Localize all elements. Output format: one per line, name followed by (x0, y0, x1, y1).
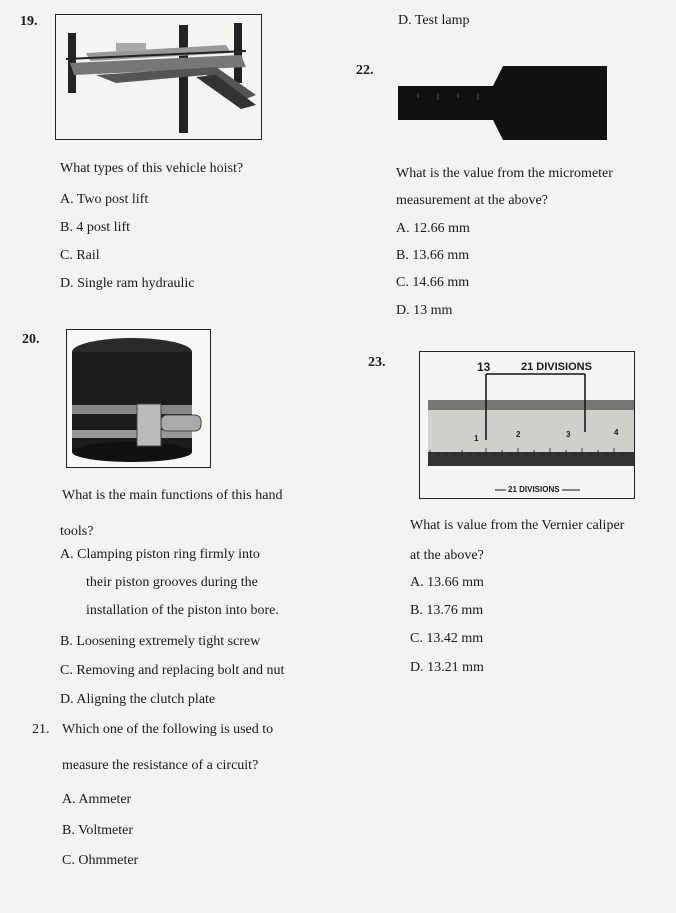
q19-question: What types of this vehicle hoist? (60, 161, 244, 176)
q22-option-b: B. 13.66 mm (396, 248, 470, 263)
q23-question-line2: at the above? (410, 548, 484, 563)
q20-number: 20. (22, 332, 40, 347)
vernier-main-label: 13 (477, 360, 491, 374)
vehicle-hoist-image (56, 15, 261, 139)
q22-option-d: D. 13 mm (396, 303, 453, 318)
q23-question-line1: What is value from the Vernier caliper (410, 518, 625, 533)
q20-option-a-line1: A. Clamping piston ring firmly into (60, 547, 260, 562)
piston-ring-compressor-figure (66, 329, 211, 468)
micrometer-figure (398, 66, 607, 140)
q22-number: 22. (356, 63, 374, 78)
q19-option-c: C. Rail (60, 248, 100, 263)
vernier-divisions-top-label: 21 DIVISIONS (521, 361, 592, 373)
q20-option-a-line3: installation of the piston into bore. (86, 603, 279, 618)
vernier-scale-1: 1 (474, 434, 479, 443)
q21-number: 21. (32, 722, 50, 737)
q19-option-b: B. 4 post lift (60, 220, 131, 235)
q23-option-b: B. 13.76 mm (410, 603, 484, 618)
q21-question-line1: Which one of the following is used to (62, 722, 274, 737)
q19-option-a: A. Two post lift (60, 192, 149, 207)
vernier-scale-2: 2 (516, 430, 521, 439)
q18-option-d: D. Test lamp (398, 13, 470, 28)
q19-option-d: D. Single ram hydraulic (60, 276, 195, 291)
q19-number: 19. (20, 14, 38, 29)
vernier-divisions-bottom-label: 21 DIVISIONS (508, 485, 560, 494)
q21-option-c: C. Ohmmeter (62, 853, 139, 868)
vernier-caliper-figure (419, 351, 635, 499)
q21-option-b: B. Voltmeter (62, 823, 134, 838)
q21-option-a: A. Ammeter (62, 792, 132, 807)
q23-option-a: A. 13.66 mm (410, 575, 484, 590)
q21-question-line2: measure the resistance of a circuit? (62, 758, 259, 773)
q20-option-c: C. Removing and replacing bolt and nut (60, 663, 285, 678)
vernier-scale-3: 3 (566, 430, 571, 439)
q22-option-a: A. 12.66 mm (396, 221, 470, 236)
q20-option-b: B. Loosening extremely tight screw (60, 634, 261, 649)
micrometer-image (398, 66, 607, 140)
q20-question-line1: What is the main functions of this hand (62, 488, 283, 503)
q23-option-c: C. 13.42 mm (410, 631, 484, 646)
q20-option-a-line2: their piston grooves during the (86, 575, 258, 590)
q23-option-d: D. 13.21 mm (410, 660, 484, 675)
q20-option-d: D. Aligning the clutch plate (60, 692, 216, 707)
piston-ring-compressor-image (67, 330, 210, 467)
q22-option-c: C. 14.66 mm (396, 275, 470, 290)
q22-question-line2: measurement at the above? (396, 193, 548, 208)
q23-number: 23. (368, 355, 386, 370)
vernier-scale-4: 4 (614, 428, 619, 437)
q22-question-line1: What is the value from the micrometer (396, 166, 613, 181)
q20-question-line2: tools? (60, 524, 94, 539)
hoist-figure (55, 14, 262, 140)
